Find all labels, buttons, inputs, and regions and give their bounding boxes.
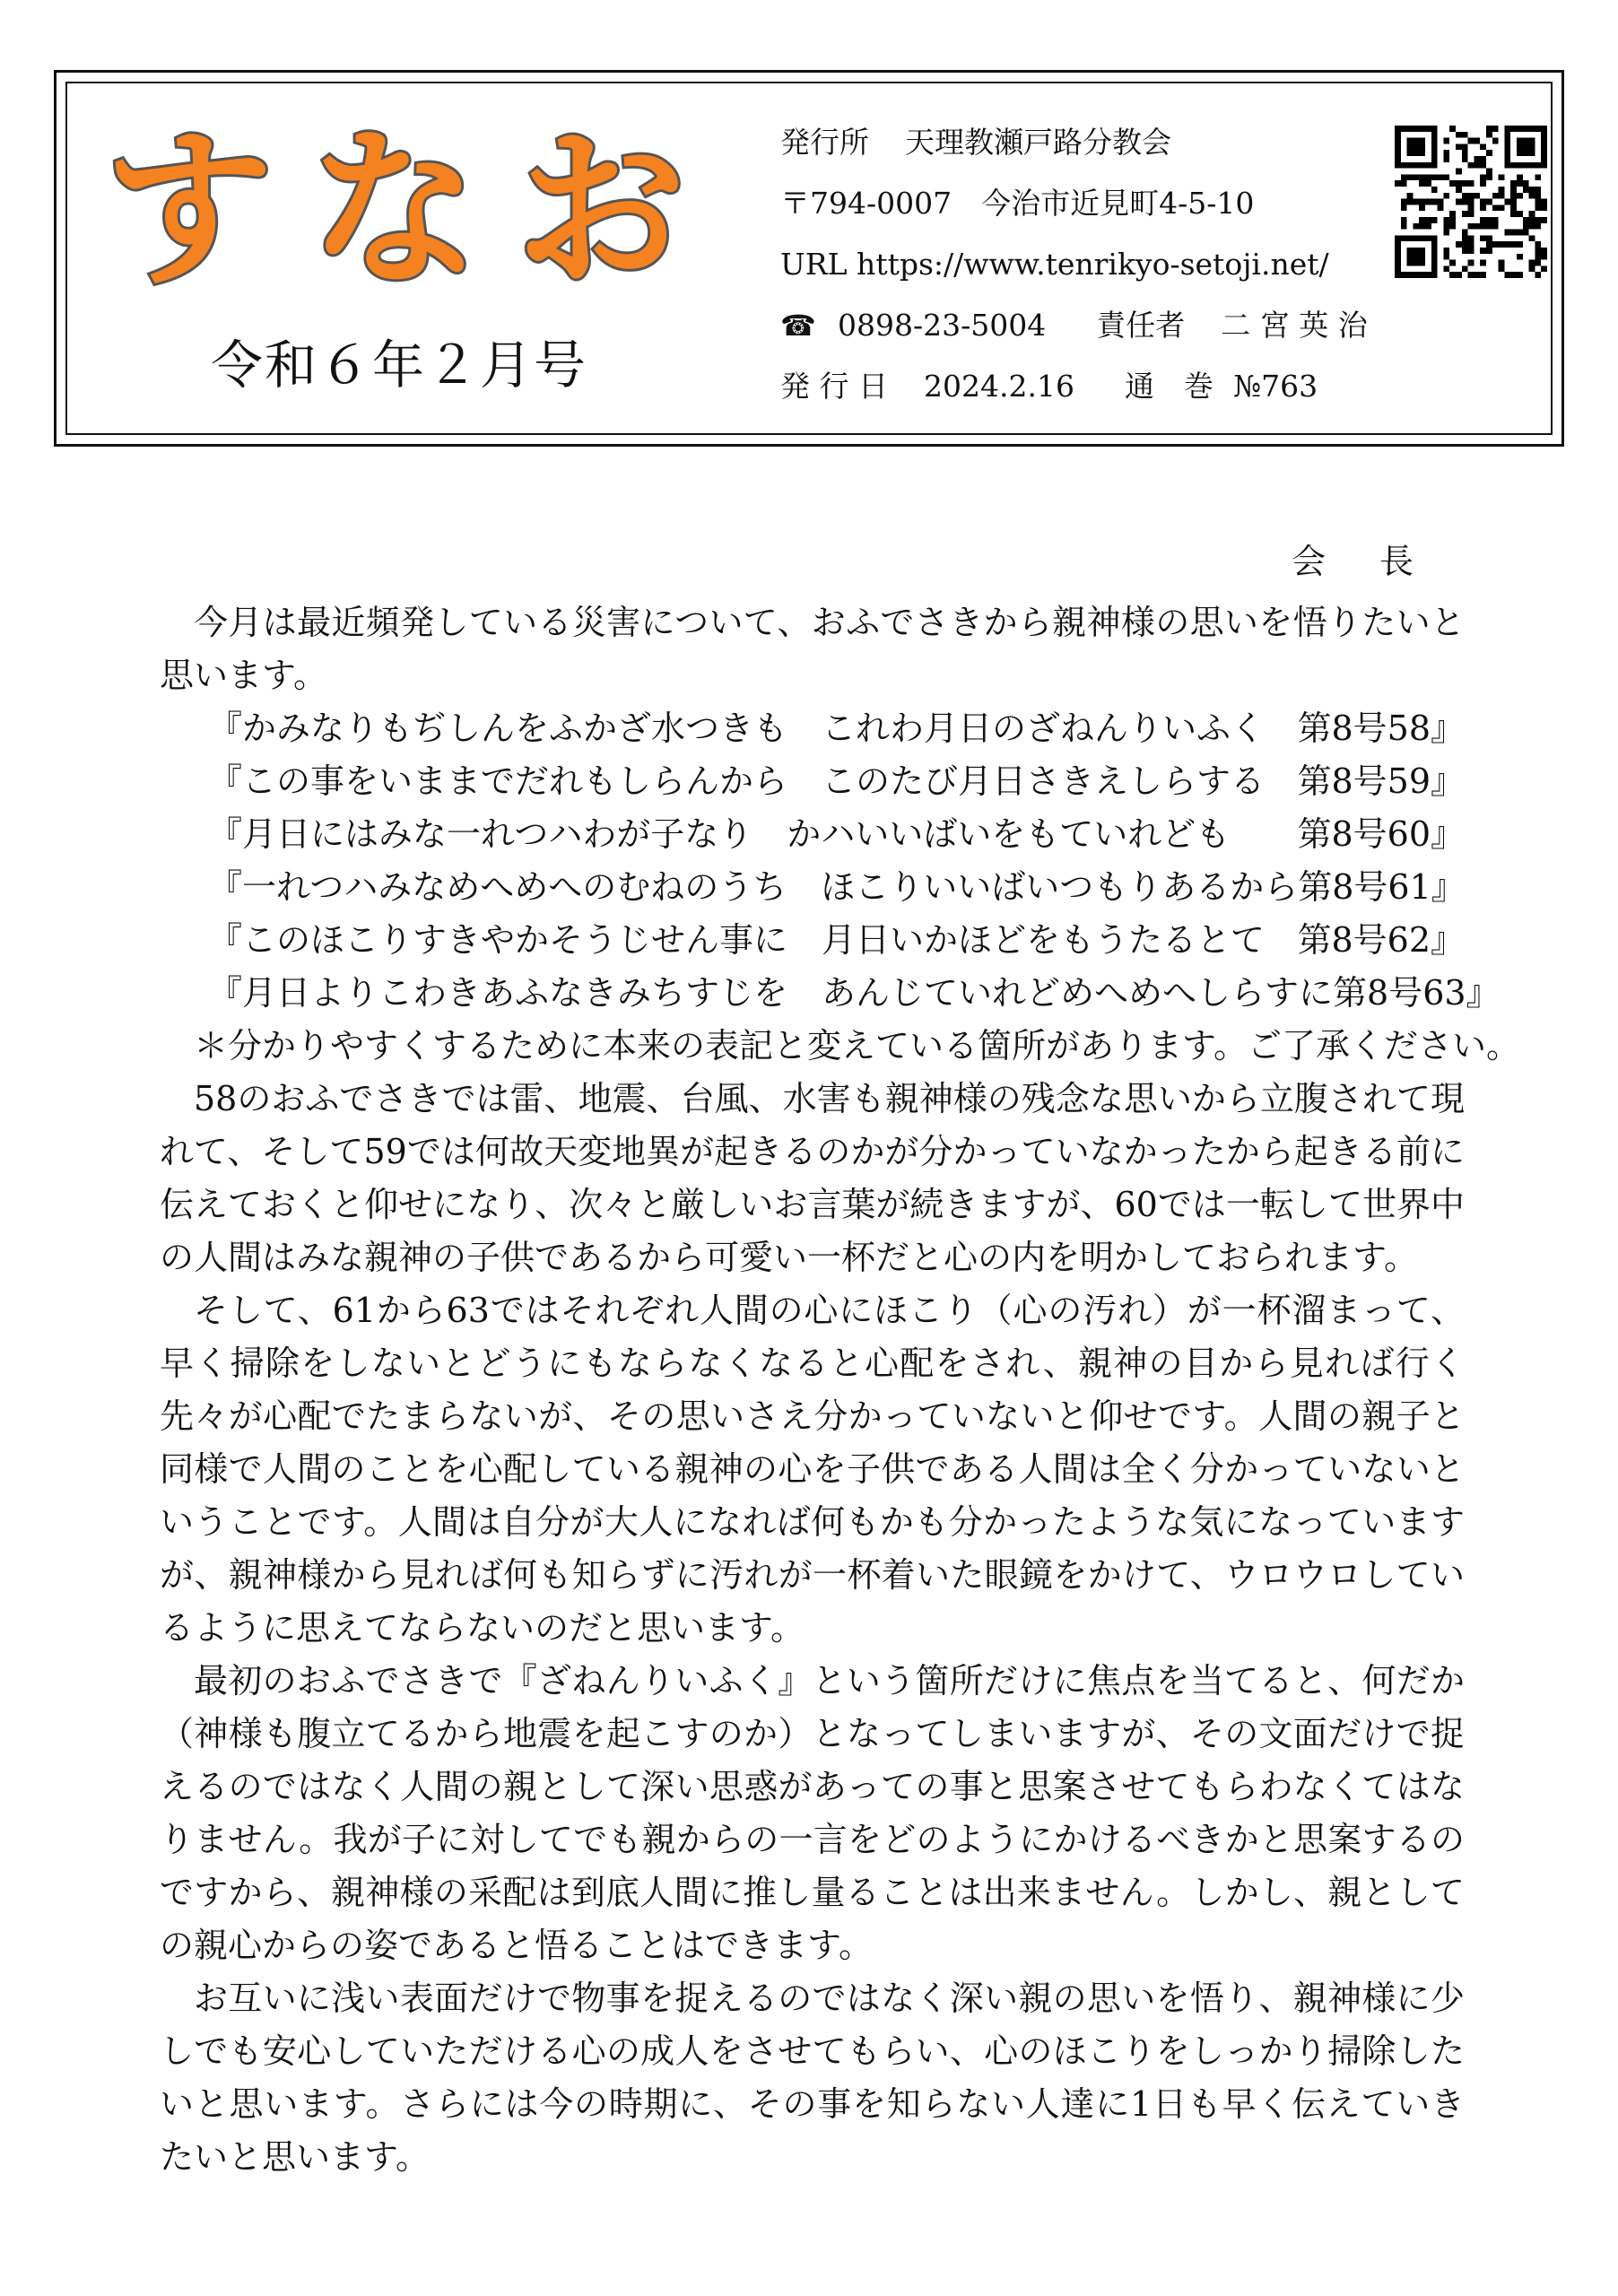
qr-code — [1395, 126, 1547, 278]
verse-line: 『かみなりもぢしんをふかざ水つきも これわ月日のざねんりいふく 第8号58』 — [208, 709, 1465, 748]
article-body — [160, 596, 1520, 2184]
url-line: URL https://www.tenrikyo-setoji.net/ — [780, 247, 1329, 282]
newsletter-title — [99, 94, 726, 327]
verse-line: 『一れつハみなめへめへのむねのうち ほこりいいばいつもりあるから 第8号61』 — [208, 867, 1466, 907]
date-line: 発 行 日 2024.2.16 通 巻 №763 — [780, 369, 1318, 404]
phone-line: ☎ 0898-23-5004 責任者 二 宮 英 治 — [780, 295, 1368, 356]
title-text: すなお — [102, 111, 723, 309]
verse-line: 『この事をいままでだれもしらんから このたび月日さきえしらする 第8号59』 — [208, 761, 1465, 801]
phone-icon: ☎ — [780, 309, 816, 343]
publisher-info — [780, 112, 1368, 417]
verse-line: 『このほこりすきやかそうじせん事に 月日いかほどをもうたるとて 第8号62』 — [208, 920, 1465, 960]
body-paragraph: そして、61から63ではそれぞれ人間の心にほこり（心の汚れ）が一杯溜まって、早く掃除をしないとどうにもならなくなると心配をされ、親神の目から見れば行く先々が心配でたまらないが、その思いさえ分かっていないと仰せです。人間の親子と同様で人間のことを心配している親神の心を子供である人間は全く分かっていないということです。人間は自分が大人になれば何もかも分かったような気になっていますが、親神様から見れば何も知らずに汚れが一杯着いた眼鏡をかけて、ウロウロしているように思えてならないのだと思います。 — [160, 1291, 1465, 1648]
body-paragraph: 58のおふでさきでは雷、地震、台風、水害も親神様の残念な思いから立腹されて現れて、そして59では何故天変地異が起きるのかが分かっていなかったから起きる前に伝えておくと仰せになり、次々と厳しいお言葉が続きますが、60では一転して世界中の人間はみな親神の子供であるから可愛い一杯だと心の内を明かしておられます。 — [160, 1079, 1465, 1277]
intro-paragraph: 今月は最近頻発している災害について、おふでさきから親神様の思いを悟りたいと思います。 — [160, 603, 1465, 695]
publisher-line: 発行所 天理教瀬戸路分教会 — [780, 125, 1171, 160]
verse-line: 『月日にはみな一れつハわが子なり かハいいばいをもていれども 第8号60』 — [208, 814, 1465, 854]
note-line: ＊分かりやすくするために本来の表記と変えている箇所があります。ご了承ください。 — [194, 1026, 1520, 1065]
address-line: 〒794-0007 今治市近見町4-5-10 — [780, 186, 1255, 221]
verse-line: 『月日よりこわきあふなきみちすじを あんじていれどめへめへしらすに 第8号63』 — [208, 973, 1501, 1013]
body-paragraph: お互いに浅い表面だけで物事を捉えるのではなく深い親の思いを悟り、親神様に少しでも安心していただける心の成人をさせてもらい、心のほこりをしっかり掃除したいと思います。さらには今の時期に、その事を知らない人達に1日も早く伝えていきたいと思います。 — [160, 1979, 1465, 2177]
issue-label: 令和６年２月号 — [211, 335, 588, 396]
author-label: 会長 — [1292, 542, 1468, 581]
body-paragraph: 最初のおふでさきで『ざねんりいふく』という箇所だけに焦点を当てると、何だか（神様も腹立てるから地震を起こすのか）となってしまいますが、その文面だけで捉えるのではなく人間の親として深い思惑があっての事と思案させてもらわなくてはなりません。我が子に対してでも親からの一言をどのようにかけるべきかと思案するのですから、親神様の采配は到底人間に推し量ることは出来ません。しかし、親としての親心からの姿であると悟ることはできます。 — [160, 1661, 1465, 1965]
qr-code-image — [1395, 126, 1547, 278]
verse-list — [160, 702, 1501, 1020]
